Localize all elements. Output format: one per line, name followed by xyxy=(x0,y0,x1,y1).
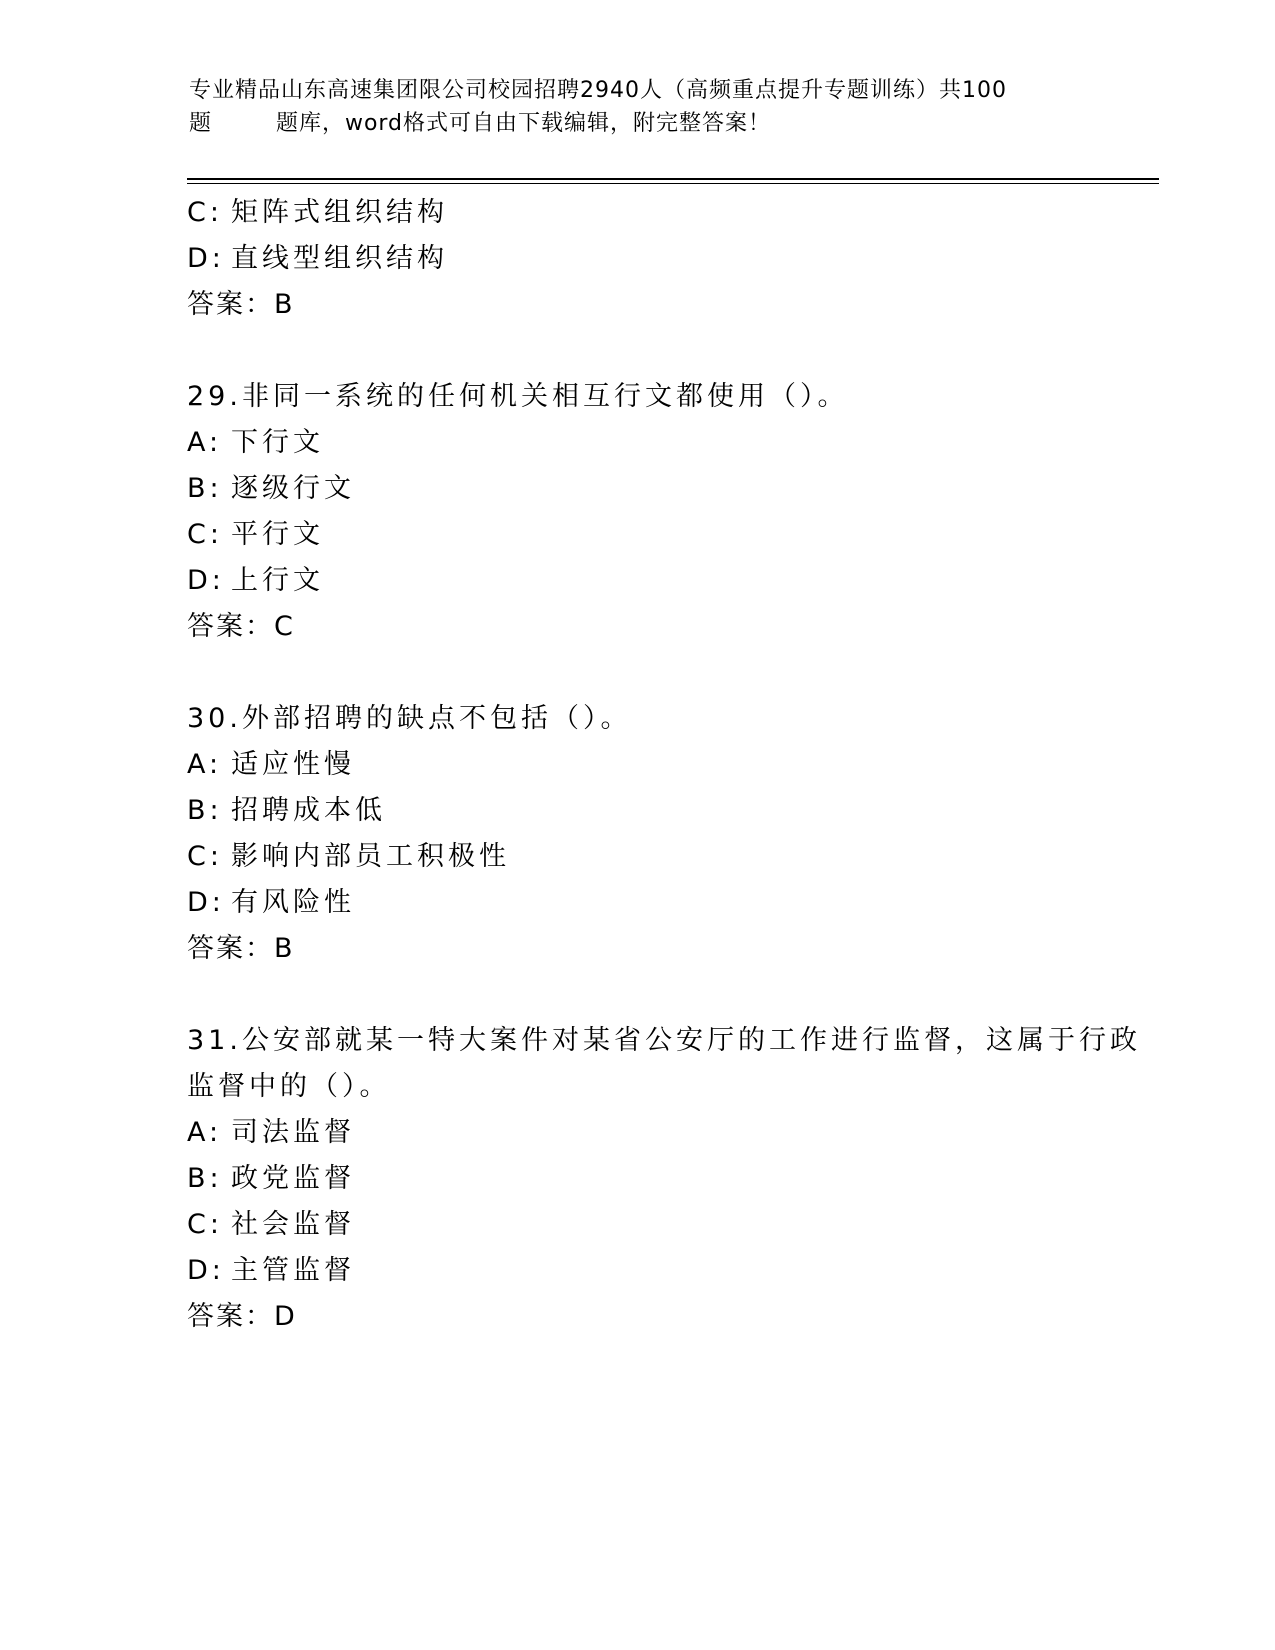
answer-line: 答案：C xyxy=(187,611,295,642)
answer-line: 答案：B xyxy=(187,933,295,964)
option-text: 直线型组织结构 xyxy=(231,243,448,274)
option-text: 司法监督 xyxy=(231,1117,355,1148)
option-row xyxy=(187,1110,1087,1156)
option-text: 招聘成本低 xyxy=(231,795,386,826)
option-row xyxy=(187,558,1087,604)
spacer xyxy=(187,972,1087,1018)
option-row xyxy=(187,788,1087,834)
spacer xyxy=(187,650,1087,696)
option-text: 适应性慢 xyxy=(231,749,355,780)
option-row xyxy=(187,236,1087,282)
option-row xyxy=(187,1248,1087,1294)
question-list xyxy=(187,190,1141,1340)
option-row xyxy=(187,880,1087,926)
question-28-continuation xyxy=(187,190,1087,328)
option-key: D: xyxy=(187,1255,225,1286)
question-stem-line-1: 31.公安部就某一特大案件对某省公安厅的工作进行监督，这属于行政 xyxy=(187,1025,1141,1056)
answer-line: 答案：D xyxy=(187,1301,297,1332)
option-row xyxy=(187,466,1087,512)
option-key: D: xyxy=(187,887,225,918)
option-row xyxy=(187,742,1087,788)
option-text: 逐级行文 xyxy=(231,473,355,504)
option-key: C: xyxy=(187,197,223,228)
option-key: A: xyxy=(187,749,223,780)
question-29 xyxy=(187,374,1087,650)
header-divider-thin xyxy=(187,183,1159,184)
question-stem: 29.非同一系统的任何机关相互行文都使用（）。 xyxy=(187,381,849,412)
option-row xyxy=(187,1202,1087,1248)
option-row xyxy=(187,834,1087,880)
question-stem: 30.外部招聘的缺点不包括（）。 xyxy=(187,703,632,734)
option-text: 下行文 xyxy=(231,427,324,458)
header-title-line-2: 题 题库，word格式可自由下载编辑，附完整答案！ xyxy=(189,111,772,136)
option-text: 有风险性 xyxy=(231,887,355,918)
option-key: A: xyxy=(187,1117,223,1148)
option-key: B: xyxy=(187,795,223,826)
option-row xyxy=(187,1156,1087,1202)
option-text: 社会监督 xyxy=(231,1209,355,1240)
option-text: 政党监督 xyxy=(231,1163,355,1194)
header-title-line-1: 专业精品山东高速集团限公司校园招聘2940人（高频重点提升专题训练）共100 xyxy=(189,78,1007,103)
option-text: 主管监督 xyxy=(231,1255,355,1286)
option-key: B: xyxy=(187,473,223,504)
option-key: C: xyxy=(187,519,223,550)
page-header xyxy=(189,74,1089,140)
option-key: D: xyxy=(187,243,225,274)
option-text: 矩阵式组织结构 xyxy=(231,197,448,228)
question-stem-line-2: 监督中的（）。 xyxy=(187,1071,391,1102)
option-row xyxy=(187,512,1087,558)
answer-line: 答案：B xyxy=(187,289,295,320)
option-key: B: xyxy=(187,1163,223,1194)
option-row xyxy=(187,190,1087,236)
option-text: 上行文 xyxy=(231,565,324,596)
option-key: A: xyxy=(187,427,223,458)
question-30 xyxy=(187,696,1087,972)
option-key: D: xyxy=(187,565,225,596)
option-key: C: xyxy=(187,1209,223,1240)
option-key: C: xyxy=(187,841,223,872)
header-divider-thick xyxy=(187,178,1159,180)
option-text: 影响内部员工积极性 xyxy=(231,841,510,872)
option-text: 平行文 xyxy=(231,519,324,550)
spacer xyxy=(187,328,1087,374)
question-31 xyxy=(187,1018,1141,1340)
option-row xyxy=(187,420,1087,466)
